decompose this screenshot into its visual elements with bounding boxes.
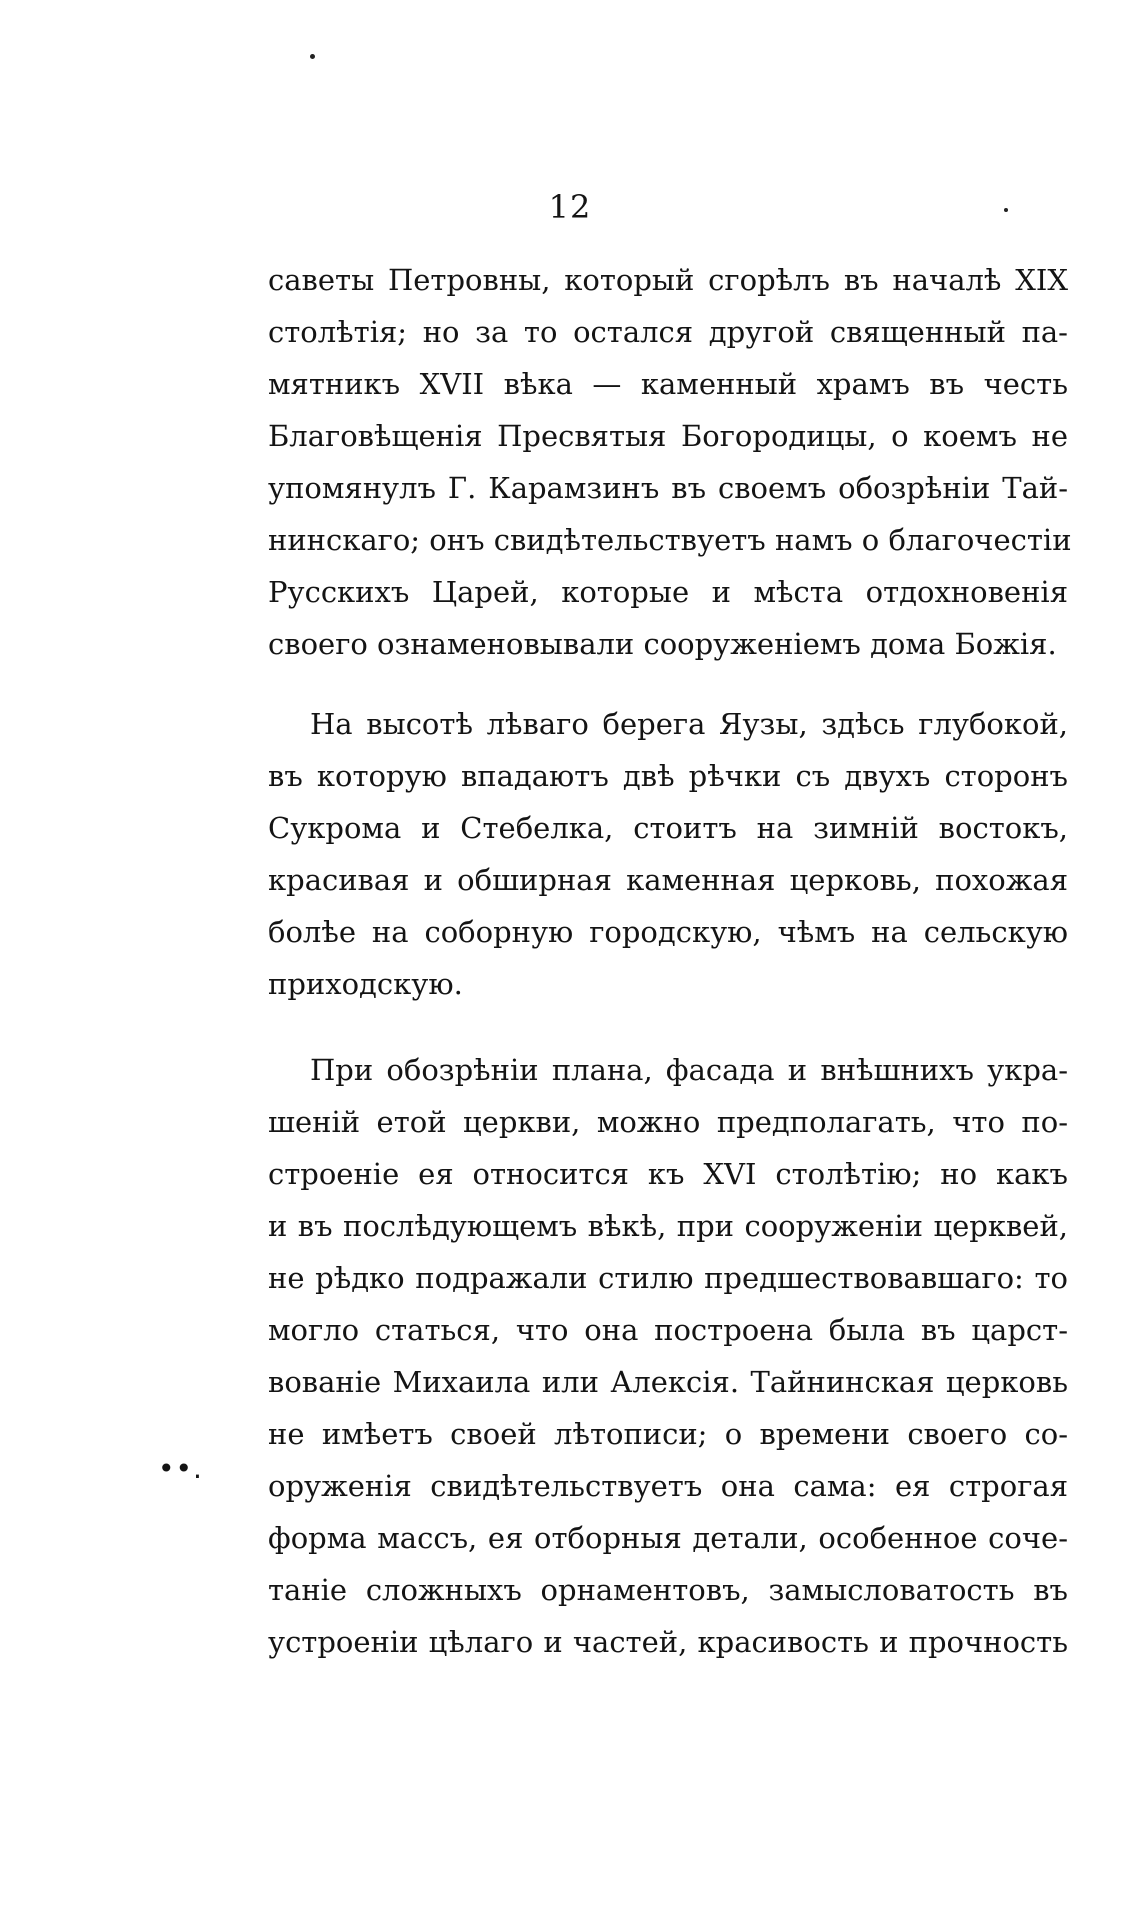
marginal-mark: ••.	[158, 1452, 203, 1485]
text-line: устроеніи цѣлаго и частей, красивость и прочность	[268, 1625, 1068, 1659]
text-line: мятникъ XVII вѣка — каменный храмъ въ честь	[268, 367, 1068, 401]
text-line: На высотѣ лѣваго берега Яузы, здѣсь глубокой,	[310, 707, 1068, 741]
text-line: строеніе ея относится къ XVI столѣтію; но какъ	[268, 1157, 1068, 1191]
text-line: Русскихъ Царей, которые и мѣста отдохновенія	[268, 575, 1068, 609]
text-line: оруженія свидѣтельствуетъ она сама: ея строгая	[268, 1469, 1068, 1503]
text-line: таніе сложныхъ орнаментовъ, замысловатость въ	[268, 1573, 1068, 1607]
page-number: 12	[548, 188, 592, 226]
text-line: вованіе Михаила или Алексія. Тайнинская церковь	[268, 1365, 1068, 1399]
text-line: не имѣетъ своей лѣтописи; о времени своего со-	[268, 1417, 1068, 1451]
text-line: шеній етой церкви, можно предполагать, что по-	[268, 1105, 1068, 1139]
paragraph-3	[268, 1044, 1068, 1668]
paragraph-1	[268, 254, 1072, 670]
text-line: форма массъ, ея отборныя детали, особенное соче-	[268, 1521, 1068, 1555]
text-line: въ которую впадаютъ двѣ рѣчки съ двухъ сторонъ	[268, 759, 1068, 793]
text-line: столѣтія; но за то остался другой священный па-	[268, 315, 1068, 349]
text-line: и въ послѣдующемъ вѣкѣ, при сооруженіи церквей,	[268, 1209, 1068, 1243]
text-line: Благовѣщенія Пресвятыя Богородицы, о коемъ не	[268, 419, 1068, 453]
text-line: саветы Петровны, который сгорѣлъ въ началѣ XIX	[268, 263, 1068, 297]
text-line: болѣе на соборную городскую, чѣмъ на сельскую	[268, 915, 1068, 949]
ink-speck	[310, 54, 315, 59]
text-line: могло статься, что она построена была въ царст-	[268, 1313, 1068, 1347]
paragraph-2	[268, 698, 1068, 1010]
text-line: При обозрѣніи плана, фасада и внѣшнихъ укра-	[310, 1053, 1068, 1087]
text-line: не рѣдко подражали стилю предшествовавшаго: то	[268, 1261, 1068, 1295]
text-line: упомянулъ Г. Карамзинъ въ своемъ обозрѣніи Тай-	[268, 471, 1068, 505]
text-line: Сукрома и Стебелка, стоитъ на зимній востокъ,	[268, 811, 1068, 845]
text-line: красивая и обширная каменная церковь, похожая	[268, 863, 1068, 897]
text-line: нинскаго; онъ свидѣтельствуетъ намъ о благочестіи	[268, 523, 1072, 557]
text-line: своего ознаменовывали сооруженіемъ дома Божія.	[268, 627, 1057, 661]
text-line: приходскую.	[268, 967, 463, 1001]
